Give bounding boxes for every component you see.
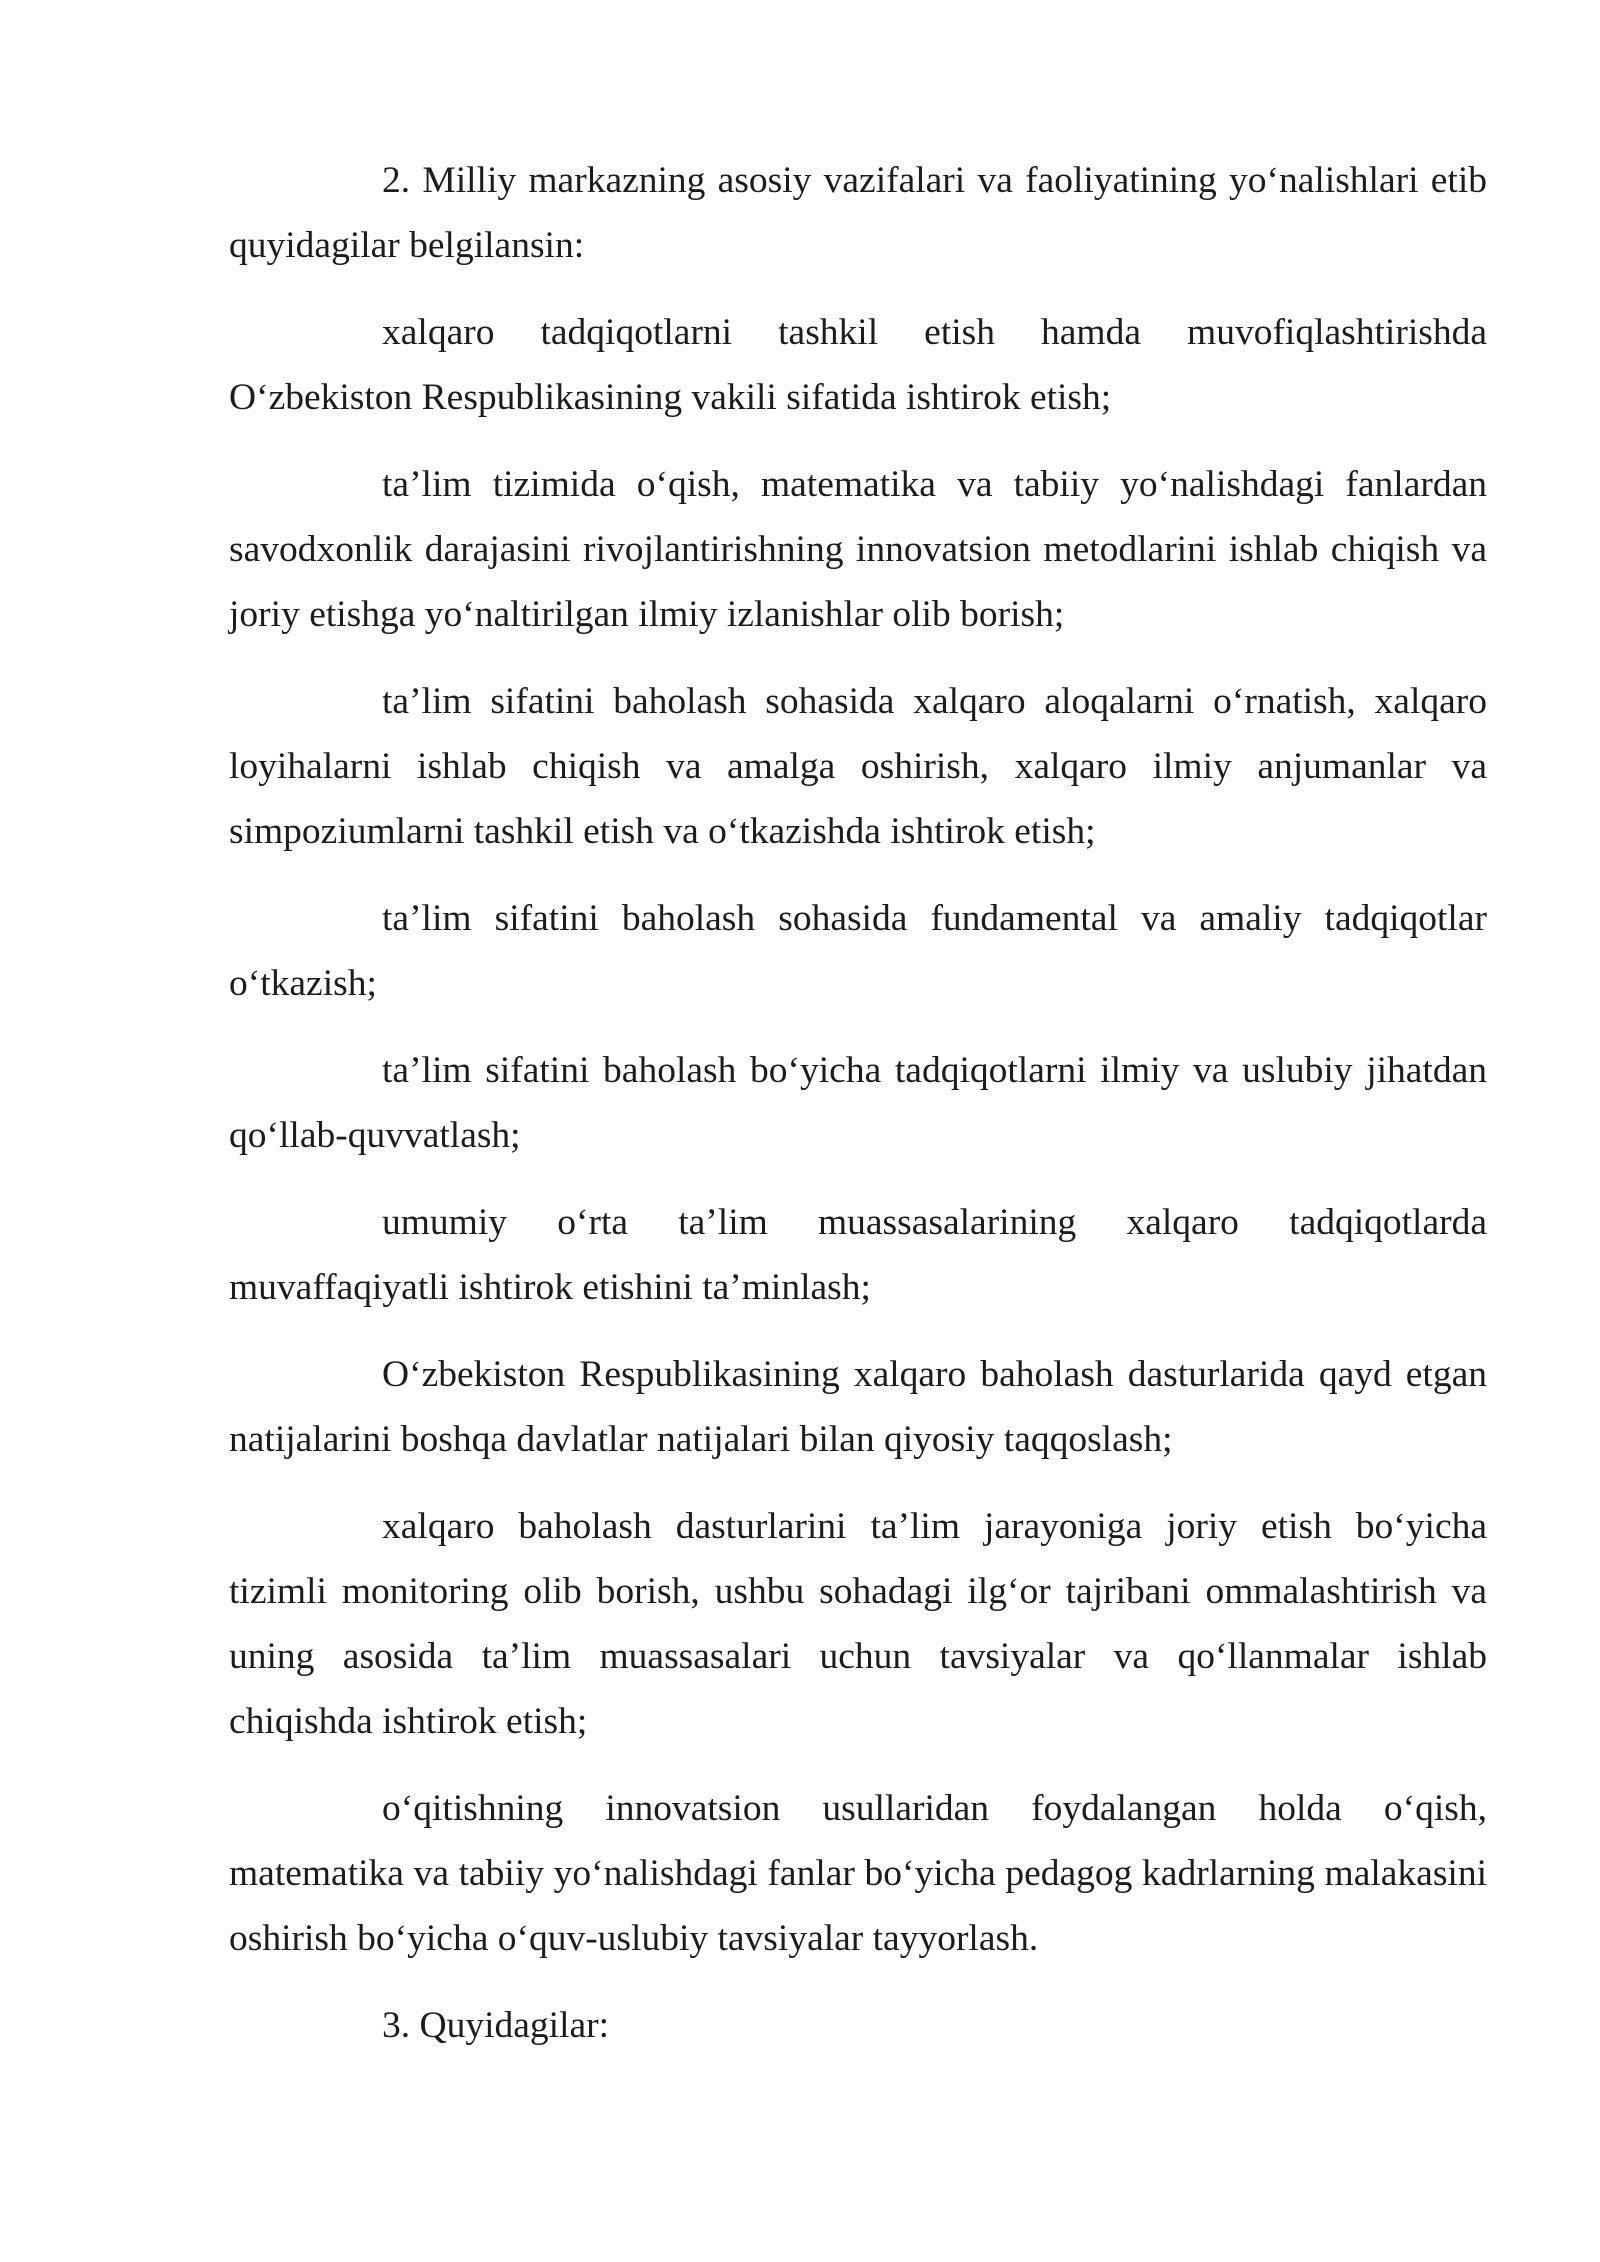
paragraph-task-research-support: ta’lim sifatini baholash bo‘yicha tadqiqotlarni ilmiy va uslubiy jihatdan qo‘llab-quvvatlash; [229,1050,1487,1156]
paragraph-task-fundamental-research: ta’lim sifatini baholash sohasida fundamental va amaliy tadqiqotlar o‘tkazish; [229,898,1487,1004]
paragraph-task-monitoring: xalqaro baholash dasturlarini ta’lim jarayoniga joriy etish bo‘yicha tizimli monitoring olib borish, ushbu sohadagi ilg‘or tajribani ommalashtirish va uning asosida ta’lim muassasalari uchun tavsiyalar va qo‘llanmalar ishlab chiqishda ishtirok etish; [229,1506,1487,1742]
paragraph-task-international-relations: ta’lim sifatini baholash sohasida xalqaro aloqalarni o‘rnatish, xalqaro loyihalarni ishlab chiqish va amalga oshirish, xalqaro ilmiy anjumanlar va simpoziumlarni tashkil etish va o‘tkazishda ishtirok etish; [229,681,1487,852]
paragraph-task-international-research: xalqaro tadqiqotlarni tashkil etish hamda muvofiqlashtirishda O‘zbekiston Respublikasining vakili sifatida ishtirok etish; [229,312,1487,418]
paragraph-task-school-participation: umumiy o‘rta ta’lim muassasalarining xalqaro tadqiqotlarda muvaffaqiyatli ishtirok etishini ta’minlash; [229,1202,1487,1308]
paragraph-section-2-intro: 2. Milliy markazning asosiy vazifalari va faoliyatining yo‘nalishlari etib quyidagilar belgilansin: [229,160,1487,266]
paragraph-task-literacy-methods: ta’lim tizimida o‘qish, matematika va tabiiy yo‘nalishdagi fanlardan savodxonlik darajasini rivojlantirishning innovatsion metodlarini ishlab chiqish va joriy etishga yo‘naltirilgan ilmiy izlanishlar olib borish; [229,464,1487,635]
document-body [229,148,1487,2080]
paragraph-section-3-intro: 3. Quyidagilar: [382,2005,610,2046]
paragraph-task-teacher-training: o‘qitishning innovatsion usullaridan foydalangan holda o‘qish, matematika va tabiiy yo‘nalishdagi fanlar bo‘yicha pedagog kadrlarning malakasini oshirish bo‘yicha o‘quv-uslubiy tavsiyalar tayyorlash. [229,1788,1487,1959]
paragraph-task-comparison: O‘zbekiston Respublikasining xalqaro baholash dasturlarida qayd etgan natijalarini boshqa davlatlar natijalari bilan qiyosiy taqqoslash; [229,1354,1487,1460]
